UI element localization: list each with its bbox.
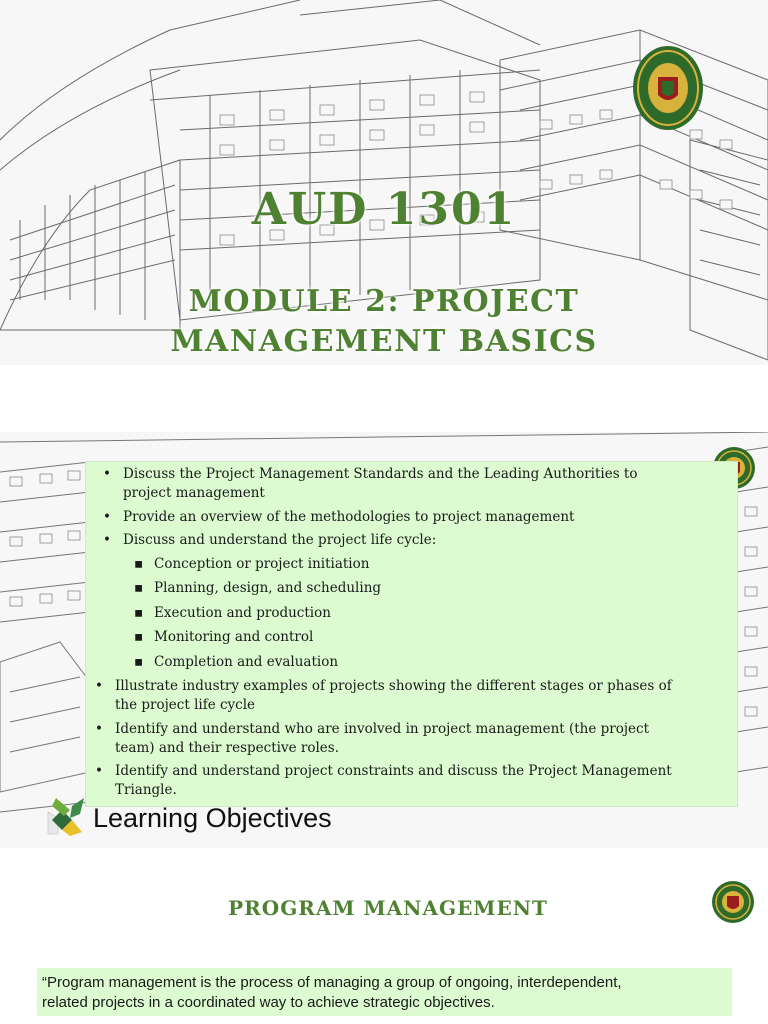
- bullet-icon: •: [95, 678, 103, 694]
- bullet-icon: •: [103, 508, 111, 525]
- objective-text: [154, 579, 731, 598]
- module-title-line-2: MANAGEMENT BASICS: [170, 324, 598, 359]
- quote-line-2: related projects in a coordinated way to achieve strategic objectives.: [42, 994, 495, 1011]
- objective-text: [154, 628, 731, 647]
- objective-text-line: Illustrate industry examples of projects showing the different stages or phases of: [115, 678, 672, 694]
- objective-text: [115, 720, 731, 758]
- objective-text-line: Planning, design, and scheduling: [154, 580, 382, 596]
- definition-quote-box: [37, 968, 732, 1016]
- objective-text-line: team) and their respective roles.: [115, 739, 339, 756]
- square-bullet-icon: ▪: [134, 580, 144, 596]
- definition-quote: [42, 973, 732, 1013]
- objective-text-line: Discuss the Project Management Standards and the Leading Authorities to: [123, 466, 638, 482]
- objective-text: [123, 465, 731, 503]
- objective-text: [154, 653, 731, 672]
- bullet-icon: •: [95, 763, 103, 779]
- objective-text: [154, 604, 731, 623]
- objective-text-line: Triangle.: [115, 782, 177, 798]
- objective-text-line: Conception or project initiation: [154, 555, 370, 572]
- objective-text-line: the project life cycle: [115, 697, 256, 713]
- objective-text-line: Discuss and understand the project life cycle:: [123, 532, 437, 548]
- bullet-icon: •: [103, 532, 111, 548]
- square-bullet-icon: ▪: [134, 653, 144, 670]
- module-title-line-1: MODULE 2: PROJECT: [188, 284, 580, 319]
- objective-text-line: project management: [123, 485, 265, 501]
- objective-text: [115, 762, 731, 800]
- square-bullet-icon: ▪: [134, 555, 144, 572]
- title-slide: [0, 0, 768, 365]
- learning-objectives-logo-icon: [46, 796, 86, 836]
- bullet-icon: •: [103, 466, 111, 482]
- objective-text-line: Completion and evaluation: [154, 653, 339, 670]
- learning-objectives-title: Learning Objectives: [93, 803, 332, 833]
- program-management-title: PROGRAM MANAGEMENT: [228, 896, 548, 920]
- objective-text: [115, 677, 731, 715]
- quote-line-1: “Program management is the process of managing a group of ongoing, interdependent,: [42, 974, 622, 991]
- course-code-title: AUD 1301: [251, 184, 517, 235]
- university-seal-icon: [632, 45, 704, 131]
- objective-text-line: Execution and production: [154, 604, 331, 621]
- square-bullet-icon: ▪: [134, 604, 144, 621]
- bullet-icon: •: [95, 720, 103, 737]
- square-bullet-icon: ▪: [134, 629, 144, 645]
- objective-text-line: Identify and understand project constraints and discuss the Project Management: [115, 763, 672, 779]
- objective-text: [123, 531, 731, 550]
- objective-text-line: Monitoring and control: [154, 629, 314, 645]
- objectives-box: [85, 461, 738, 807]
- objective-text-line: Provide an overview of the methodologies to project management: [123, 508, 575, 525]
- objective-text: [123, 508, 731, 527]
- module-title: [0, 282, 768, 362]
- objective-text-line: Identify and understand who are involved in project management (the project: [115, 720, 650, 737]
- objective-text: [154, 555, 731, 574]
